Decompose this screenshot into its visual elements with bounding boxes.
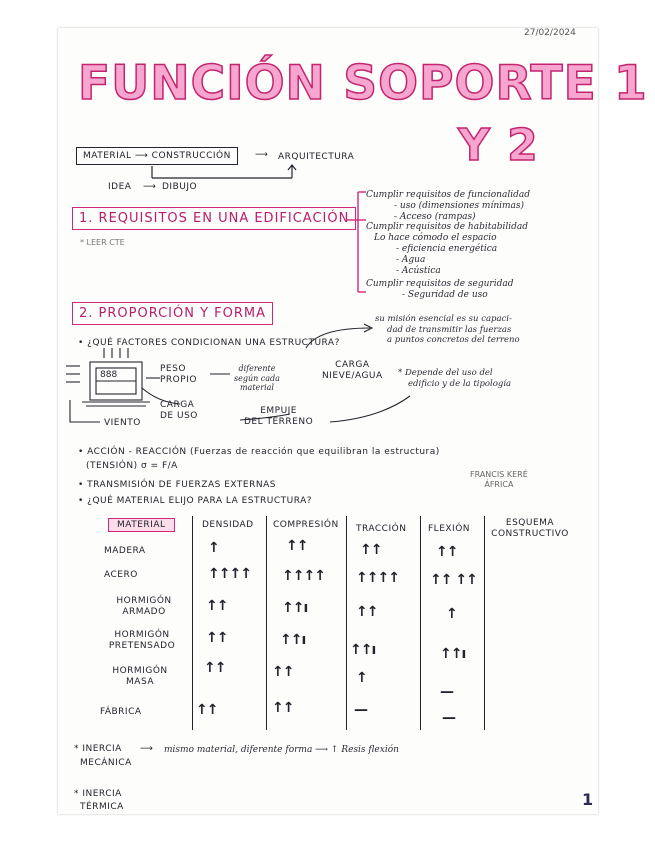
table-divider [266, 516, 267, 730]
table-cell-densidad: ↑↑ [196, 702, 218, 718]
arrow: ⟶ [143, 182, 157, 192]
list-item: - Agua [396, 254, 426, 265]
empuje-terreno-label: EMPUJE DEL TERRENO [244, 406, 314, 427]
table-header-traccion: TRACCIÓN [356, 524, 407, 534]
peso-propio-label: PESO PROPIO [160, 364, 197, 385]
tension-formula: (TENSIÓN) σ = F/A [86, 461, 178, 471]
table-header-material: MATERIAL [108, 518, 175, 532]
table-cell-compresion: ↑↑ı [282, 600, 308, 616]
page-title: FUNCIÓN SOPORTE 1 [78, 56, 648, 111]
table-cell-flexion: ↑↑ ↑↑ [430, 572, 477, 588]
dibujo-label: DIBUJO [162, 182, 198, 192]
carga-nieve-label: CARGA NIEVE/AGUA [322, 360, 383, 381]
table-cell-traccion: ↑↑ [356, 604, 378, 620]
arrow: ⟶ [255, 150, 269, 160]
list-item: Cumplir requisitos de habitabilidad [366, 222, 528, 233]
list-item: - uso (dimensiones mínimas) [394, 200, 525, 211]
idea-label: IDEA [108, 182, 132, 192]
table-cell-flexion: — [442, 710, 455, 726]
carga-uso-label: CARGA DE USO [160, 400, 198, 421]
table-row-material: HORMIGÓN ARMADO [116, 596, 172, 617]
arrow: ⟶ [134, 151, 149, 161]
table-cell-traccion: ↑↑↑↑ [356, 570, 399, 586]
table-cell-compresion: ↑↑ [272, 700, 294, 716]
arquitectura-label: ARQUITECTURA [278, 152, 355, 162]
accion-reaccion: • ACCIÓN - REACCIÓN (Fuerzas de reacción que equilibran la estructura) [78, 447, 440, 457]
table-divider [192, 516, 193, 730]
list-item: Lo hace cómodo el espacio [374, 233, 497, 244]
arrow: ⟶ [140, 744, 154, 754]
table-cell-flexion: — [440, 684, 453, 700]
table-row-material: MADERA [104, 546, 146, 556]
table-cell-densidad: ↑ [208, 540, 219, 556]
table-cell-flexion: ↑↑ [436, 544, 458, 560]
svg-text:888: 888 [100, 370, 118, 380]
question-factores: • ¿QUÉ FACTORES CONDICIONAN UNA ESTRUCTURA? [78, 338, 340, 348]
date: 27/02/2024 [524, 28, 576, 38]
inercia-mecanica-note: mismo material, diferente forma ⟶ ↑ Resis flexión [164, 745, 399, 755]
table-cell-compresion: ↑↑ [272, 664, 294, 680]
note-line: dad de transmitir las fuerzas [387, 324, 512, 335]
construccion-label: CONSTRUCCIÓN [151, 151, 231, 161]
question-material: • ¿QUÉ MATERIAL ELIJO PARA LA ESTRUCTURA? [78, 496, 313, 506]
table-cell-traccion: — [354, 702, 367, 718]
inercia-mecanica-label: * INERCIA MECÁNICA [74, 744, 132, 768]
note-line: a puntos concretos del terreno [387, 335, 520, 345]
intro-flow-box [76, 147, 238, 165]
table-header-esquema: ESQUEMA CONSTRUCTIVO [491, 518, 569, 539]
section1-title: 1. REQUISITOS EN UNA EDIFICACIÓN [72, 207, 356, 230]
list-item: Cumplir requisitos de seguridad [366, 279, 514, 290]
table-divider [484, 516, 485, 730]
table-row-material: ACERO [104, 570, 138, 580]
depende-uso-note: * Depende del uso del edificio y de la tipología [398, 368, 512, 389]
table-cell-compresion: ↑↑↑↑ [282, 568, 325, 584]
table-divider [346, 516, 347, 730]
list-item: - Seguridad de uso [402, 290, 488, 301]
table-header-flexion: FLEXIÓN [428, 524, 471, 534]
table-header-compresion: COMPRESIÓN [273, 520, 339, 530]
table-cell-flexion: ↑ [446, 606, 457, 622]
requisitos-list [366, 190, 530, 301]
table-cell-densidad: ↑↑ [206, 630, 228, 646]
page-number: 1 [582, 790, 594, 809]
table-cell-densidad: ↑↑↑↑ [208, 566, 251, 582]
francis-kere-note: FRANCIS KERÉ ÁFRICA [470, 470, 528, 489]
table-cell-traccion: ↑↑ [360, 542, 382, 558]
diferente-material-note: diferente según cada material [234, 364, 280, 392]
section2-title: 2. PROPORCIÓN Y FORMA [72, 302, 273, 325]
table-cell-compresion: ↑↑ı [280, 632, 306, 648]
leer-cte-note: * LEER CTE [80, 238, 125, 247]
note-line: su misión esencial es su capaci- [375, 314, 512, 324]
table-row-material: HORMIGÓN MASA [112, 666, 168, 687]
transmision-fuerzas: • TRANSMISIÓN DE FUERZAS EXTERNAS [78, 480, 276, 490]
table-cell-flexion: ↑↑ı [440, 646, 466, 662]
table-cell-compresion: ↑↑ [286, 538, 308, 554]
table-cell-traccion: ↑ [356, 670, 367, 686]
table-cell-densidad: ↑↑ [204, 660, 226, 676]
table-header-densidad: DENSIDAD [202, 520, 254, 530]
table-divider [420, 516, 421, 730]
mision-note [375, 314, 520, 346]
inercia-termica-label: * INERCIA TÉRMICA [74, 789, 124, 812]
list-item: Cumplir requisitos de funcionalidad [366, 190, 530, 200]
table-row-material: FÁBRICA [100, 707, 142, 717]
table-cell-traccion: ↑↑ı [350, 642, 376, 658]
list-item: - eficiencia energética [396, 243, 498, 254]
list-item: - Acústica [396, 265, 441, 276]
table-row-material: HORMIGÓN PRETENSADO [108, 630, 176, 651]
material-label: MATERIAL [83, 151, 132, 161]
list-item: - Acceso (rampas) [394, 211, 476, 222]
table-cell-densidad: ↑↑ [206, 598, 228, 614]
page-title-line2: Y 2 [458, 120, 539, 171]
viento-label: VIENTO [104, 418, 141, 428]
